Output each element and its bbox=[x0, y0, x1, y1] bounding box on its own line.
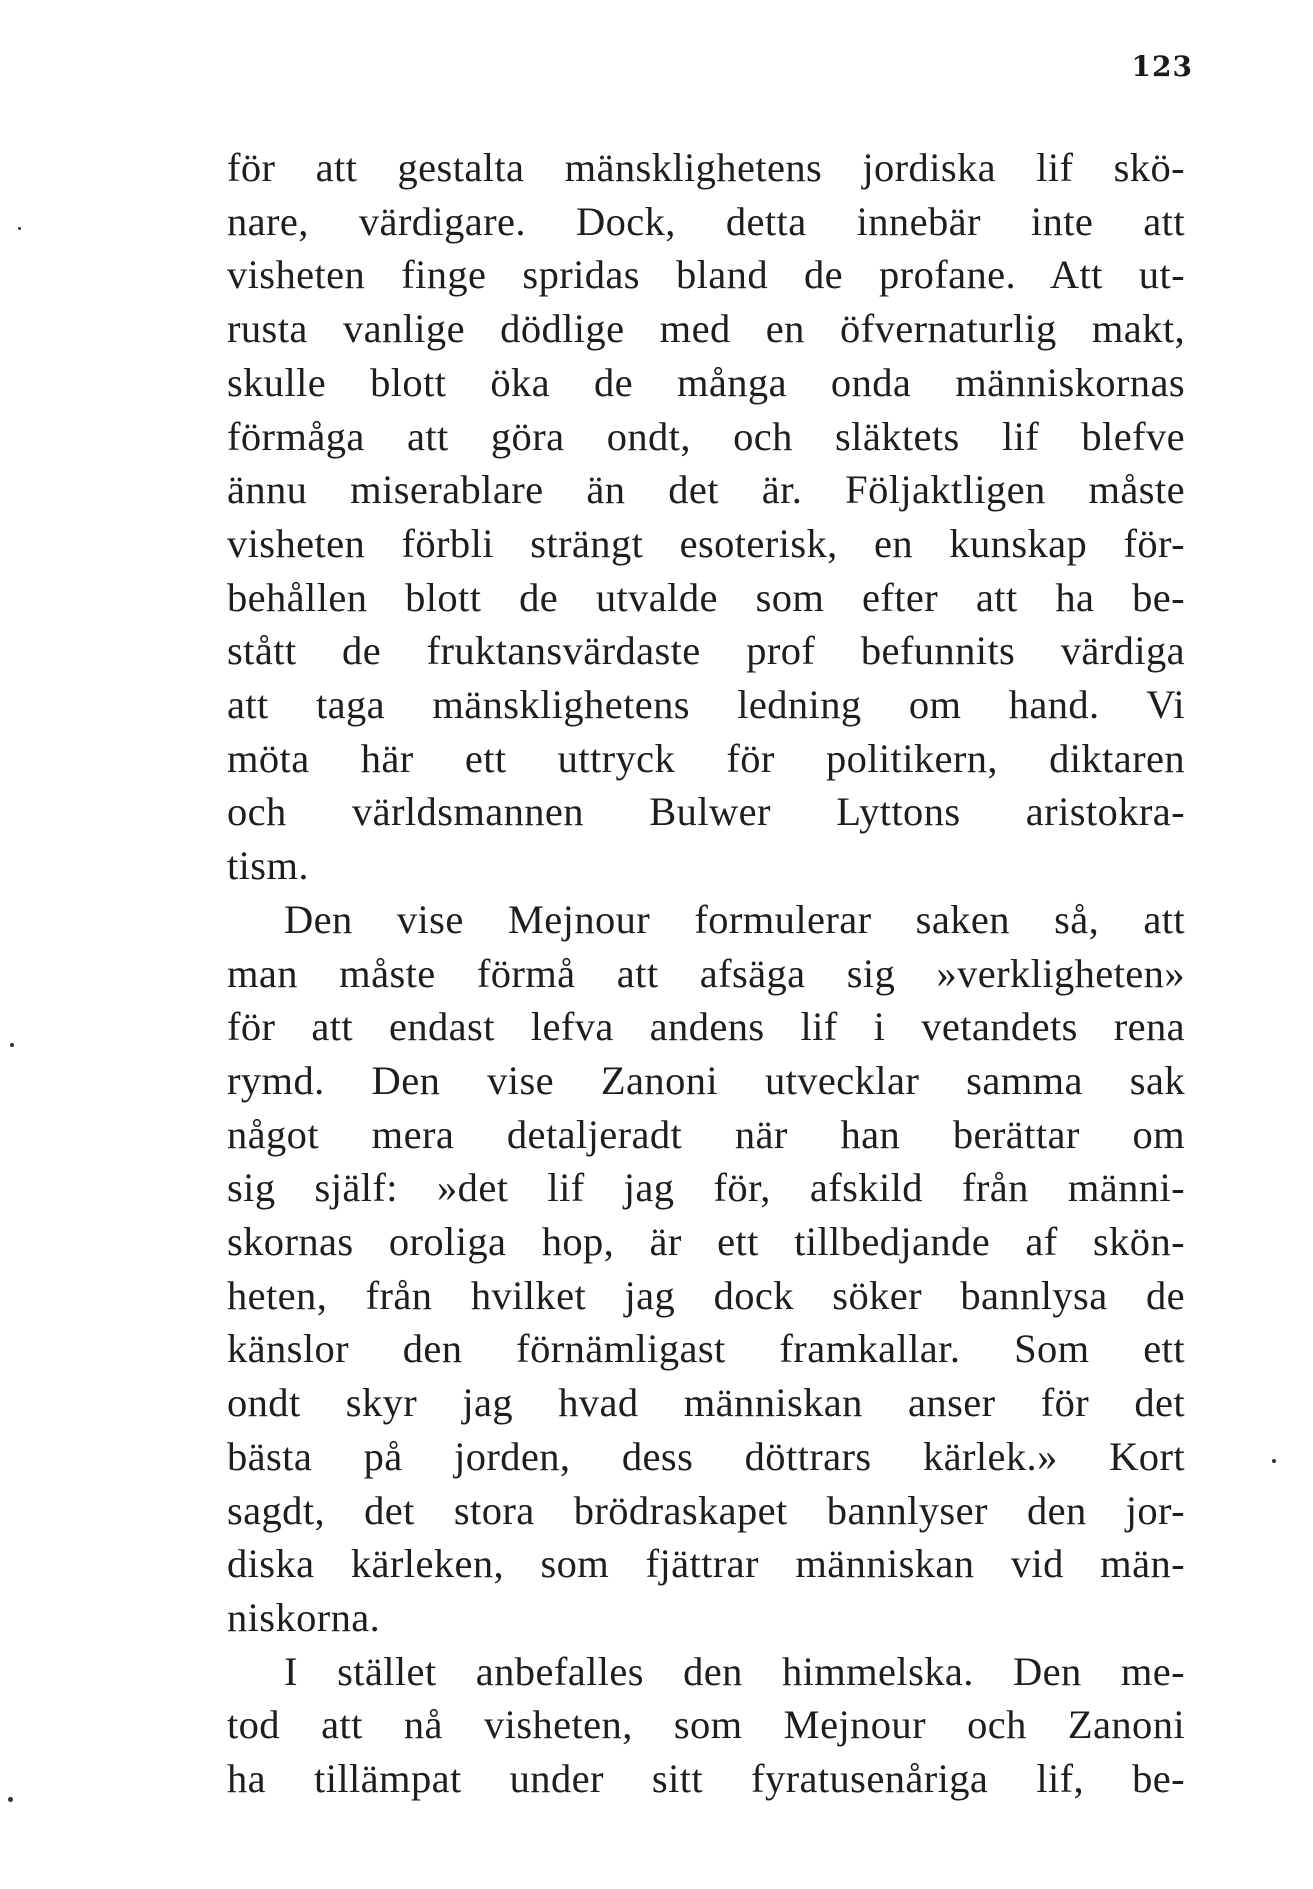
paragraph-2 bbox=[227, 893, 1185, 1645]
text-line: heten, från hvilket jag dock söker bannlysa de bbox=[227, 1272, 1185, 1318]
text-line: känslor den förnämligast framkallar. Som ett bbox=[227, 1326, 1185, 1372]
text-line: man måste förmå att afsäga sig »verkligheten» bbox=[227, 950, 1185, 996]
text-line: bästa på jorden, dess döttrars kärlek.» Kort bbox=[227, 1433, 1185, 1479]
text-line: och världsmannen Bulwer Lyttons aristokra- bbox=[227, 789, 1185, 835]
text-line: I stället anbefalles den himmelska. Den me- bbox=[284, 1648, 1185, 1694]
scan-speck bbox=[18, 227, 21, 230]
text-line: för att endast lefva andens lif i vetandets rena bbox=[227, 1004, 1185, 1050]
text-line: ännu miserablare än det är. Följaktligen måste bbox=[227, 467, 1185, 513]
text-line: för att gestalta mänsklighetens jordiska lif skö- bbox=[227, 145, 1185, 190]
text-line: nare, värdigare. Dock, detta innebär inte att bbox=[227, 198, 1185, 244]
text-line: visheten förbli strängt esoterisk, en kunskap för- bbox=[227, 520, 1185, 566]
text-line: rymd. Den vise Zanoni utvecklar samma sak bbox=[227, 1057, 1185, 1103]
text-line: sig själf: »det lif jag för, afskild från männi- bbox=[227, 1165, 1185, 1211]
text-line: behållen blott de utvalde som efter att ha be- bbox=[227, 574, 1185, 620]
text-line: rusta vanlige dödlige med en öfvernaturlig makt, bbox=[227, 306, 1185, 352]
body-text bbox=[227, 141, 1185, 1806]
text-line: möta här ett uttryck för politikern, diktaren bbox=[227, 735, 1185, 781]
text-line: ha tillämpat under sitt fyratusenåriga lif, be- bbox=[227, 1756, 1185, 1802]
paragraph-3 bbox=[227, 1645, 1185, 1806]
text-line: att taga mänsklighetens ledning om hand. Vi bbox=[227, 682, 1185, 728]
text-line: ondt skyr jag hvad människan anser för det bbox=[227, 1380, 1185, 1426]
text-line: Den vise Mejnour formulerar saken så, att bbox=[284, 896, 1185, 942]
text-line: visheten finge spridas bland de profane. Att ut- bbox=[227, 252, 1185, 298]
text-line: förmåga att göra ondt, och släktets lif blefve bbox=[227, 413, 1185, 459]
text-line: sagdt, det stora brödraskapet bannlyser den jor- bbox=[227, 1487, 1185, 1533]
text-line: tism. bbox=[227, 843, 309, 889]
page-number: 123 bbox=[1131, 50, 1193, 83]
text-line: diska kärleken, som fjättrar människan vid män- bbox=[227, 1541, 1185, 1587]
paragraph-1 bbox=[227, 141, 1185, 893]
scan-speck bbox=[8, 1797, 13, 1802]
text-line: skornas oroliga hop, är ett tillbedjande af skön- bbox=[227, 1219, 1185, 1265]
text-line: något mera detaljeradt när han berättar om bbox=[227, 1111, 1185, 1157]
text-line: skulle blott öka de många onda människornas bbox=[227, 359, 1185, 405]
text-line: stått de fruktansvärdaste prof befunnits värdiga bbox=[227, 628, 1185, 674]
scan-speck bbox=[10, 1043, 14, 1047]
scan-speck bbox=[1272, 1459, 1276, 1463]
text-line: niskorna. bbox=[227, 1594, 381, 1640]
text-line: tod att nå visheten, som Mejnour och Zanoni bbox=[227, 1702, 1185, 1748]
